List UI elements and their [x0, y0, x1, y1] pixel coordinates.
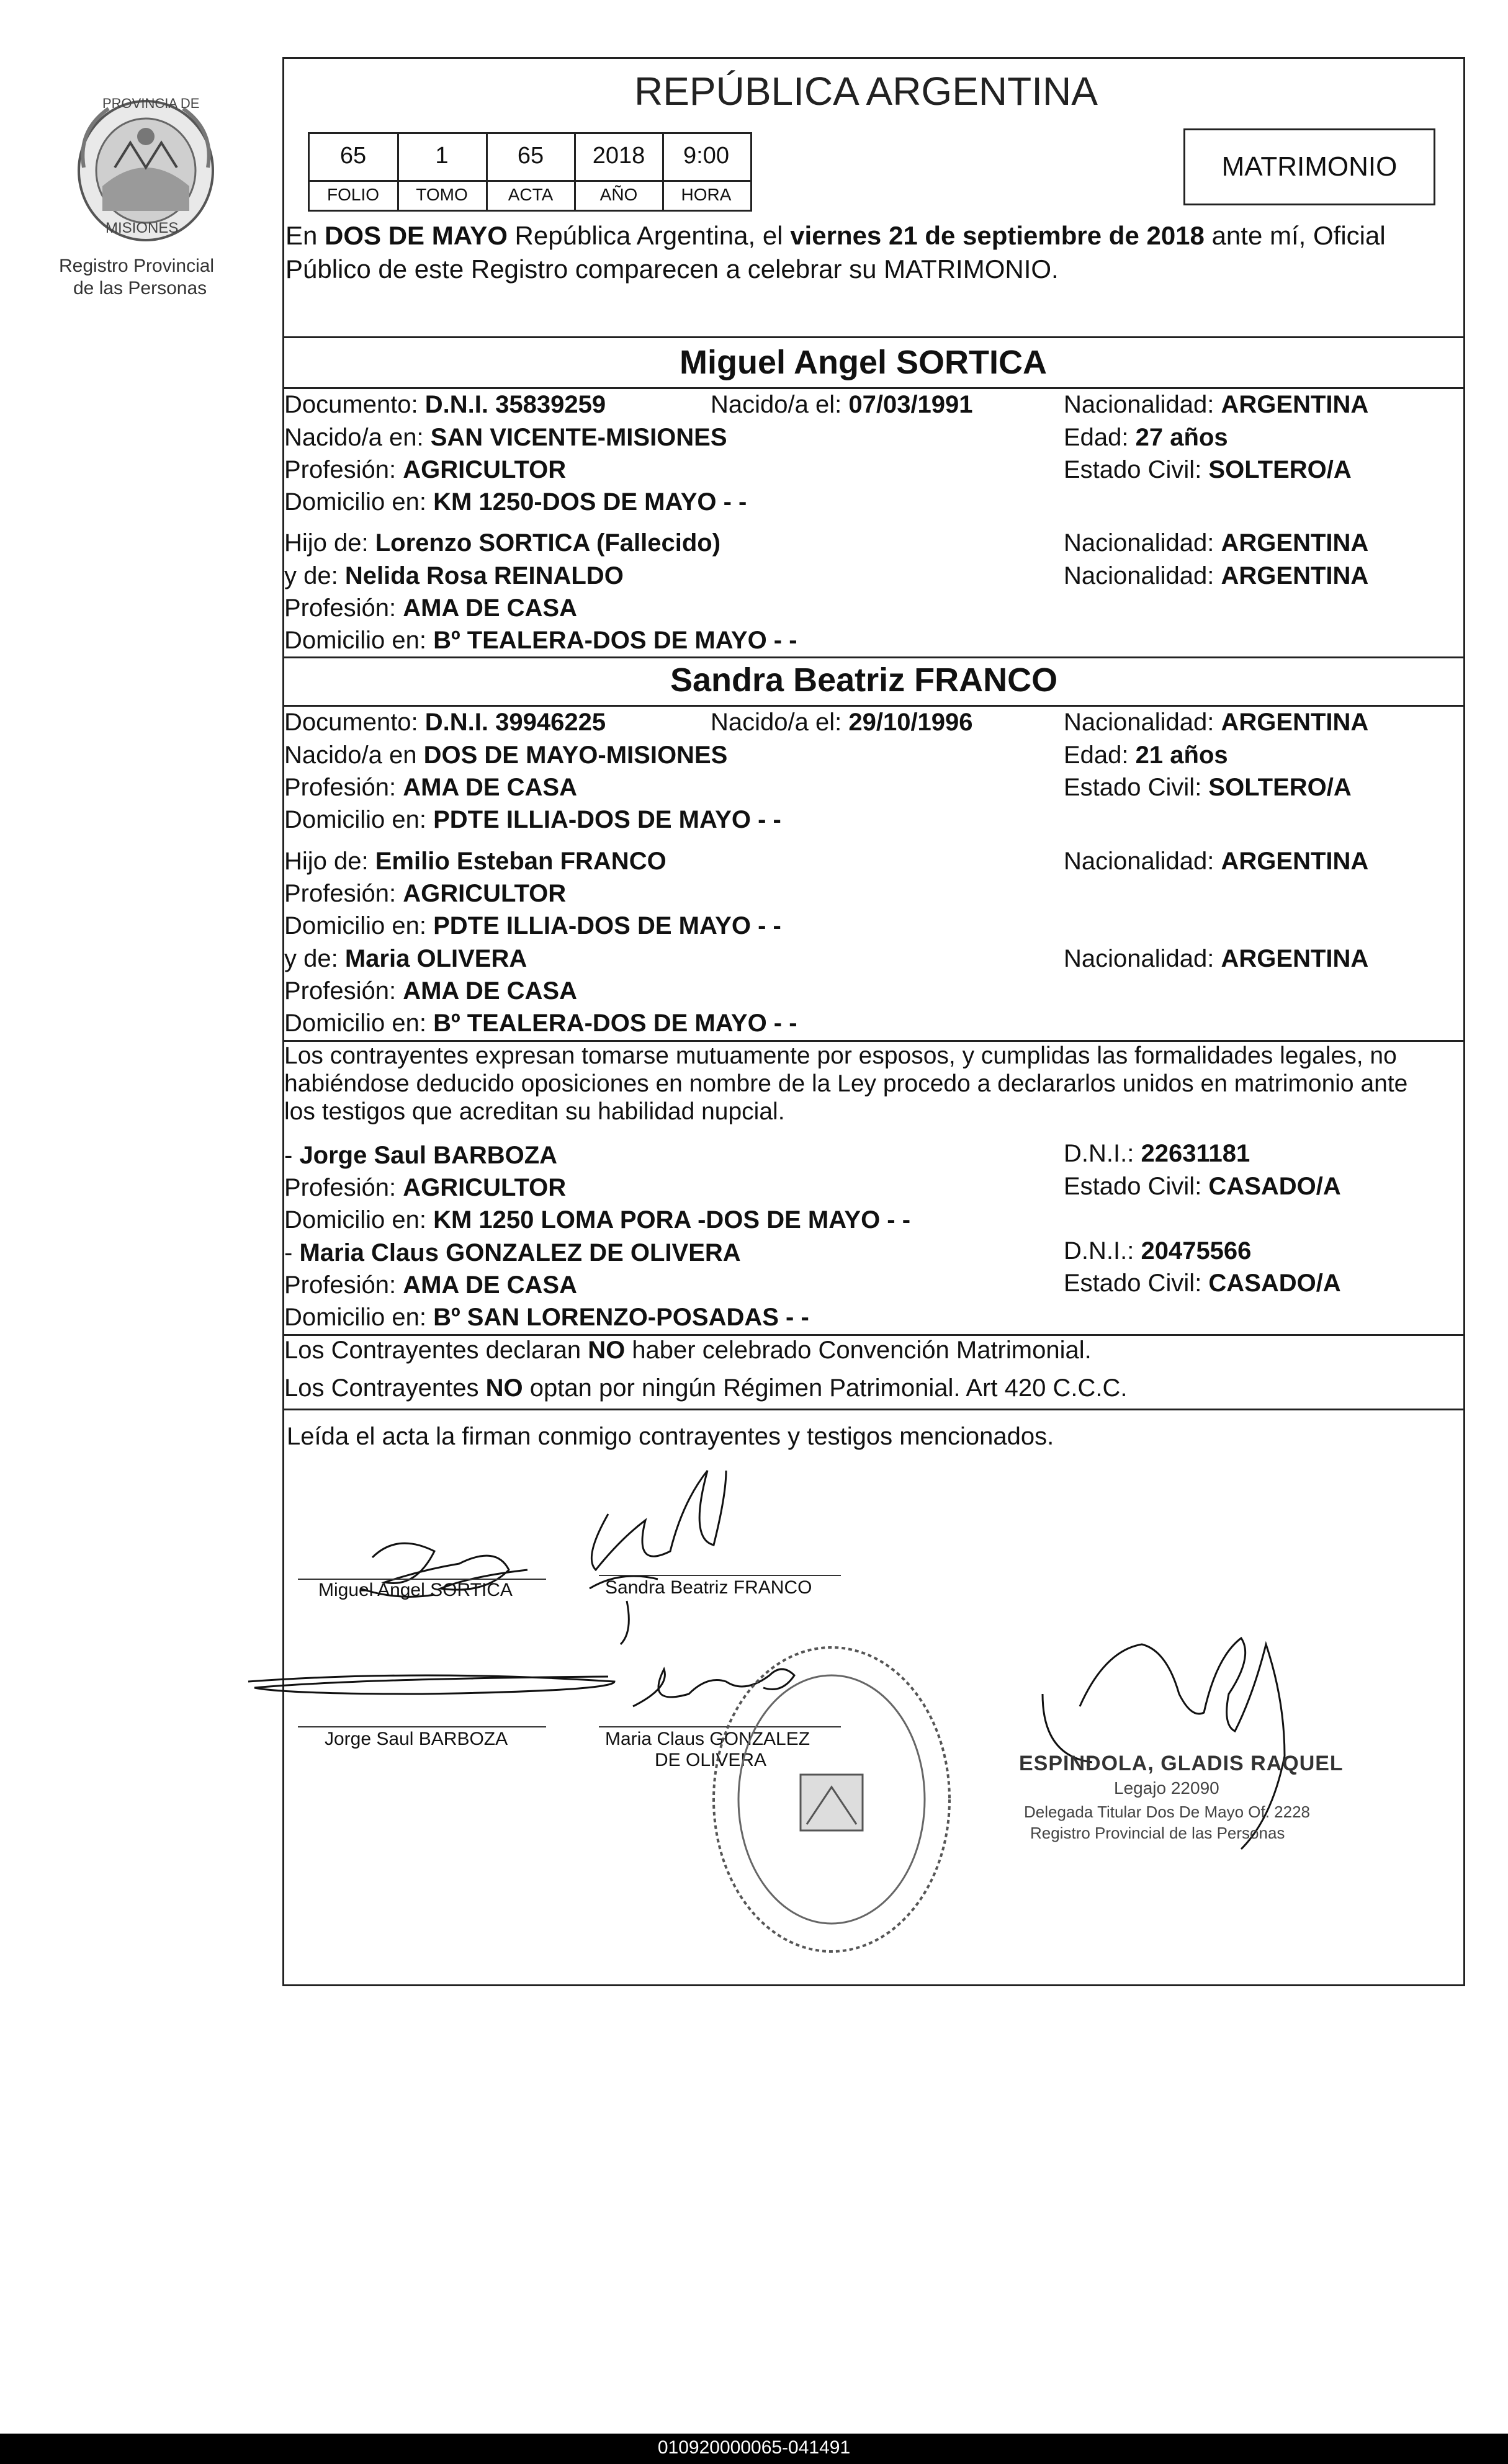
footer-bar — [0, 2434, 1508, 2464]
footer-code: 010920000065-041491 — [657, 2437, 851, 2458]
spouse2-name: Sandra Beatriz FRANCO — [670, 661, 1058, 699]
registry-table-divider — [308, 180, 750, 182]
spouse2-document: Documento: D.N.I. 39946225 — [284, 709, 606, 736]
ano-value: 2018 — [592, 143, 645, 169]
intro-line1: En DOS DE MAYO República Argentina, el viernes 21 de septiembre de 2018 ante mí, Oficial — [285, 221, 1386, 250]
spouse1-age: Edad: 27 años — [1064, 424, 1228, 451]
spouse1-nationality: Nacionalidad: ARGENTINA — [1064, 391, 1369, 418]
spouse1-father: Hijo de: Lorenzo SORTICA (Fallecido) — [284, 529, 721, 557]
spouse2-father-address: Domicilio en: PDTE ILLIA-DOS DE MAYO - - — [284, 912, 781, 939]
spouse2-mother-address: Domicilio en: Bº TEALERA-DOS DE MAYO - - — [284, 1010, 797, 1037]
acta-value: 65 — [517, 143, 544, 169]
divider — [282, 387, 1463, 389]
spouse2-age: Edad: 21 años — [1064, 741, 1228, 769]
intro-line2: Público de este Registro comparecen a celebrar su MATRIMONIO. — [285, 254, 1059, 284]
spouse1-profession: Profesión: AGRICULTOR — [284, 456, 567, 483]
spouse1-name: Miguel Angel SORTICA — [680, 344, 1047, 381]
hora-value: 9:00 — [683, 143, 729, 169]
folio-label: FOLIO — [326, 185, 379, 204]
signature-line — [599, 1575, 841, 1576]
ano-label: AÑO — [599, 185, 638, 204]
spouse2-civil-status: Estado Civil: SOLTERO/A — [1064, 774, 1352, 801]
spouse1-document: Documento: D.N.I. 35839259 — [284, 391, 606, 418]
spouse2-address: Domicilio en: PDTE ILLIA-DOS DE MAYO - - — [284, 806, 781, 833]
regime-line2: Los Contrayentes NO optan por ningún Régimen Patrimonial. Art 420 C.C.C. — [284, 1374, 1128, 1402]
witness1-civil-status: Estado Civil: CASADO/A — [1064, 1173, 1341, 1200]
seal-text-bottom: MISIONES — [105, 220, 179, 236]
witness2-profession: Profesión: AMA DE CASA — [284, 1271, 577, 1299]
spouse1-address: Domicilio en: KM 1250-DOS DE MAYO - - — [284, 488, 747, 516]
divider — [282, 1334, 1463, 1336]
acta-label: ACTA — [508, 185, 554, 204]
spouse2-profession: Profesión: AMA DE CASA — [284, 774, 577, 801]
witness1-address: Domicilio en: KM 1250 LOMA PORA -DOS DE MAYO - - — [284, 1206, 911, 1234]
closing-statement: Leída el acta la firman conmigo contrayentes y testigos mencionados. — [287, 1423, 1054, 1450]
witness2-civil-status: Estado Civil: CASADO/A — [1064, 1270, 1341, 1297]
divider — [282, 705, 1463, 707]
signature-label-witness2-line1: Maria Claus GONZALEZ — [605, 1729, 810, 1749]
spouse2-birthdate: Nacido/a el: 29/10/1996 — [711, 709, 973, 736]
signature-line — [298, 1726, 546, 1727]
spouse1-mother-address: Domicilio en: Bº TEALERA-DOS DE MAYO - - — [284, 627, 797, 654]
org-name-line1: Registro Provincial — [59, 256, 215, 276]
spouse2-mother-nationality: Nacionalidad: ARGENTINA — [1064, 945, 1369, 972]
spouse1-mother-profession: Profesión: AMA DE CASA — [284, 594, 577, 622]
spouse1-mother-nationality: Nacionalidad: ARGENTINA — [1064, 562, 1369, 589]
spouse2-mother: y de: Maria OLIVERA — [284, 945, 527, 972]
tomo-label: TOMO — [416, 185, 468, 204]
folio-value: 65 — [339, 143, 367, 169]
witness2-address: Domicilio en: Bº SAN LORENZO-POSADAS - - — [284, 1304, 809, 1331]
hora-label: HORA — [681, 185, 732, 204]
spouse1-birthdate: Nacido/a el: 07/03/1991 — [711, 391, 973, 418]
signature-label-witness1: Jorge Saul BARBOZA — [325, 1729, 508, 1749]
regime-line1: Los Contrayentes declaran NO haber celebrado Convención Matrimonial. — [284, 1337, 1092, 1364]
signature-label-witness2-line2: DE OLIVERA — [655, 1750, 767, 1770]
official-stamp-line1: ESPINDOLA, GLADIS RAQUEL — [1019, 1752, 1344, 1775]
divider — [282, 656, 1463, 658]
divider — [282, 336, 1463, 338]
divider — [282, 1040, 1463, 1042]
spouse2-birthplace: Nacido/a en DOS DE MAYO-MISIONES — [284, 741, 728, 769]
declaration-line2: habiéndose deducido oposiciones en nombre de la Ley procedo a declararlos unidos en matrimonio ante — [284, 1070, 1408, 1097]
spouse2-father-profession: Profesión: AGRICULTOR — [284, 880, 567, 907]
spouse1-father-nationality: Nacionalidad: ARGENTINA — [1064, 529, 1369, 557]
official-stamp-line3: Delegada Titular Dos De Mayo Of. 2228 — [1024, 1803, 1311, 1821]
witness1-name: - Jorge Saul BARBOZA — [284, 1142, 558, 1169]
page-title: REPÚBLICA ARGENTINA — [634, 69, 1098, 114]
signature-label-spouse2: Sandra Beatriz FRANCO — [605, 1577, 812, 1598]
declaration-line3: los testigos que acreditan su habilidad nupcial. — [284, 1098, 785, 1125]
spouse2-mother-profession: Profesión: AMA DE CASA — [284, 977, 577, 1005]
spouse1-civil-status: Estado Civil: SOLTERO/A — [1064, 456, 1352, 483]
spouse1-mother: y de: Nelida Rosa REINALDO — [284, 562, 624, 589]
witness1-profession: Profesión: AGRICULTOR — [284, 1174, 567, 1201]
org-name-line2: de las Personas — [73, 278, 207, 298]
spouse2-father-nationality: Nacionalidad: ARGENTINA — [1064, 848, 1369, 875]
witness2-name: - Maria Claus GONZALEZ DE OLIVERA — [284, 1239, 741, 1266]
spouse2-father: Hijo de: Emilio Esteban FRANCO — [284, 848, 666, 875]
registry-round-stamp — [701, 1638, 962, 1961]
signature-label-spouse1: Miguel Angel SORTICA — [318, 1580, 513, 1600]
spouse2-nationality: Nacionalidad: ARGENTINA — [1064, 709, 1369, 736]
tomo-value: 1 — [435, 143, 449, 169]
act-type: MATRIMONIO — [1221, 151, 1398, 182]
spouse1-birthplace: Nacido/a en: SAN VICENTE-MISIONES — [284, 424, 727, 451]
witness1-dni: D.N.I.: 22631181 — [1064, 1140, 1250, 1167]
official-stamp-line2: Legajo 22090 — [1114, 1778, 1219, 1798]
witness2-dni: D.N.I.: 20475566 — [1064, 1237, 1252, 1265]
divider — [282, 1409, 1463, 1410]
declaration-line1: Los contrayentes expresan tomarse mutuamente por esposos, y cumplidas las formalidades legales, no — [284, 1042, 1397, 1069]
official-stamp-line4: Registro Provincial de las Personas — [1030, 1824, 1285, 1842]
seal-text-top: PROVINCIA DE — [102, 96, 200, 111]
